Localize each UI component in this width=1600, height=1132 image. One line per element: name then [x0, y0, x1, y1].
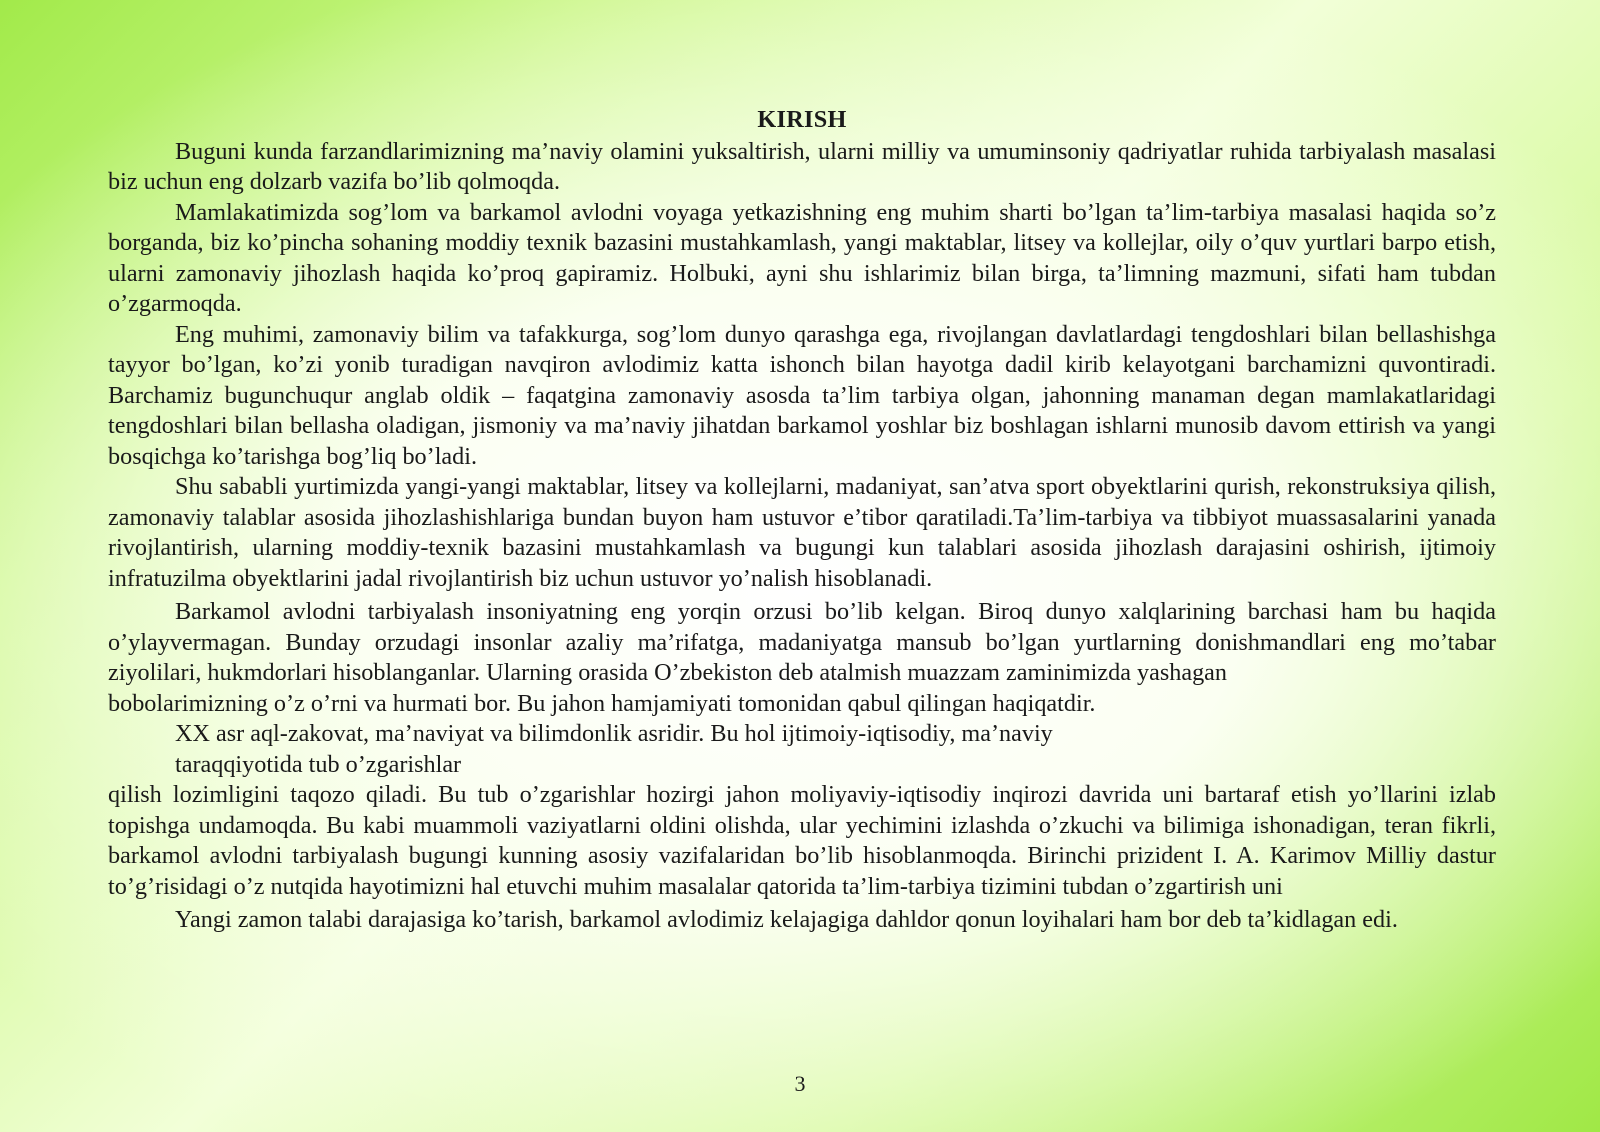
document-page: [108, 105, 1496, 936]
paragraph-5-continuation: bobolarimizning o’z o’rni va hurmati bor. Bu jahon hamjamiyati tomonidan qabul qilingan haqiqatdir.: [108, 689, 1096, 717]
document-title: KIRISH: [757, 106, 847, 133]
paragraph-6-line-1: XX asr aql-zakovat, ma’naviyat va bilimdonlik asridir. Bu hol ijtimoiy-iqtisodiy, ma’naviy: [175, 720, 1053, 747]
paragraph-6-line-2: taraqqiyotida tub o’zgarishlar: [175, 750, 462, 778]
paragraph-2: Mamlakatimizda sog’lom va barkamol avlodni voyaga yetkazishning eng muhim sharti bo’lgan ta’lim-tarbiya masalasi haqida so’z borganda, biz ko’pincha sohaning moddiy texnik bazasini mustahkamlash, yangi maktablar, litsey va kollejlar, oily o’quv yurtlari barpo etish, ularni zamonaviy jihozlash haqida ko’proq gapiramiz. Holbuki, ayni shu ishlarimiz bilan birga, ta’limning mazmuni, sifati ham tubdan o’zgarmoqda.: [108, 198, 1496, 317]
paragraph-3: Eng muhimi, zamonaviy bilim va tafakkurga, sog’lom dunyo qarashga ega, rivojlangan davlatlardagi tengdoshlari bilan bellashishga tayyor bo’lgan, ko’zi yonib turadigan navqiron avlodimiz katta ishonch bilan hayotga dadil kirib kelayotgani barchamizni quvontiradi. Barchamiz bugunchuqur anglab oldik – faqatgina zamonaviy asosda ta’lim tarbiya olgan, jahonning manaman degan mamlakatlaridagi tengdoshlari bilan bellasha oladigan, jismoniy va ma’naviy jihatdan barkamol yoshlar biz boshlagan ishlarni munosib davom ettirish va yangi bosqichga ko’tarishga bog’liq bo’ladi.: [108, 320, 1496, 470]
paragraph-1: Buguni kunda farzandlarimizning ma’naviy olamini yuksaltirish, ularni milliy va umuminsoniy qadriyatlar ruhida tarbiyalash masalasi biz uchun eng dolzarb vazifa bo’lib qolmoqda.: [108, 137, 1496, 195]
page-number: 3: [794, 1071, 806, 1096]
paragraph-5: Barkamol avlodni tarbiyalash insoniyatning eng yorqin orzusi bo’lib kelgan. Biroq dunyo xalqlarining barchasi ham bu haqida o’ylayvermagan. Bunday orzudagi insonlar azaliy ma’rifatga, madaniyatga mansub bo’lgan yurtlarning donishmandlari eng mo’tabar ziyolilari, hukmdorlari hisoblanganlar. Ularning orasida O’zbekiston deb atalmish muazzam zaminimizda yashagan: [108, 598, 1496, 686]
paragraph-4: Shu sababli yurtimizda yangi-yangi maktablar, litsey va kollejlarni, madaniyat, san’atva sport obyektlarini qurish, rekonstruksiya qilish, zamonaviy talablar asosida jihozlashishlariga bundan buyon ham ustuvor e’tibor qaratiladi.Ta’lim-tarbiya va tibbiyot muassasalarini yanada rivojlantirish, ularning moddiy-texnik bazasini mustahkamlash va bugungi kun talablari asosida jihozlash darajasini oshirish, ijtimoiy infratuzilma obyektlarini jadal rivojlantirish biz uchun ustuvor yo’nalish hisoblanadi.: [108, 473, 1496, 592]
paragraph-7: Yangi zamon talabi darajasiga ko’tarish, barkamol avlodimiz kelajagiga dahldor qonun loyihalari ham bor deb ta’kidlagan edi.: [175, 906, 1398, 933]
paragraph-6-continuation: qilish lozimligini taqozo qiladi. Bu tub o’zgarishlar hozirgi jahon moliyaviy-iqtisodiy inqirozi davrida uni bartaraf etish yo’llarini izlab topishga undamoqda. Bu kabi muammoli vaziyatlarni oldini olishda, ular yechimini izlashda o’zkuchi va bilimiga ishonadigan, teran fikrli, barkamol avlodni tarbiyalash bugungi kunning asosiy vazifalaridan bo’lib hisoblanmoqda. Birinchi prizident I. A. Karimov Milliy dastur to’g’risidagi o’z nutqida hayotimizni hal etuvchi muhim masalalar qatorida ta’lim-tarbiya tizimini tubdan o’zgartirish uni: [108, 781, 1496, 900]
